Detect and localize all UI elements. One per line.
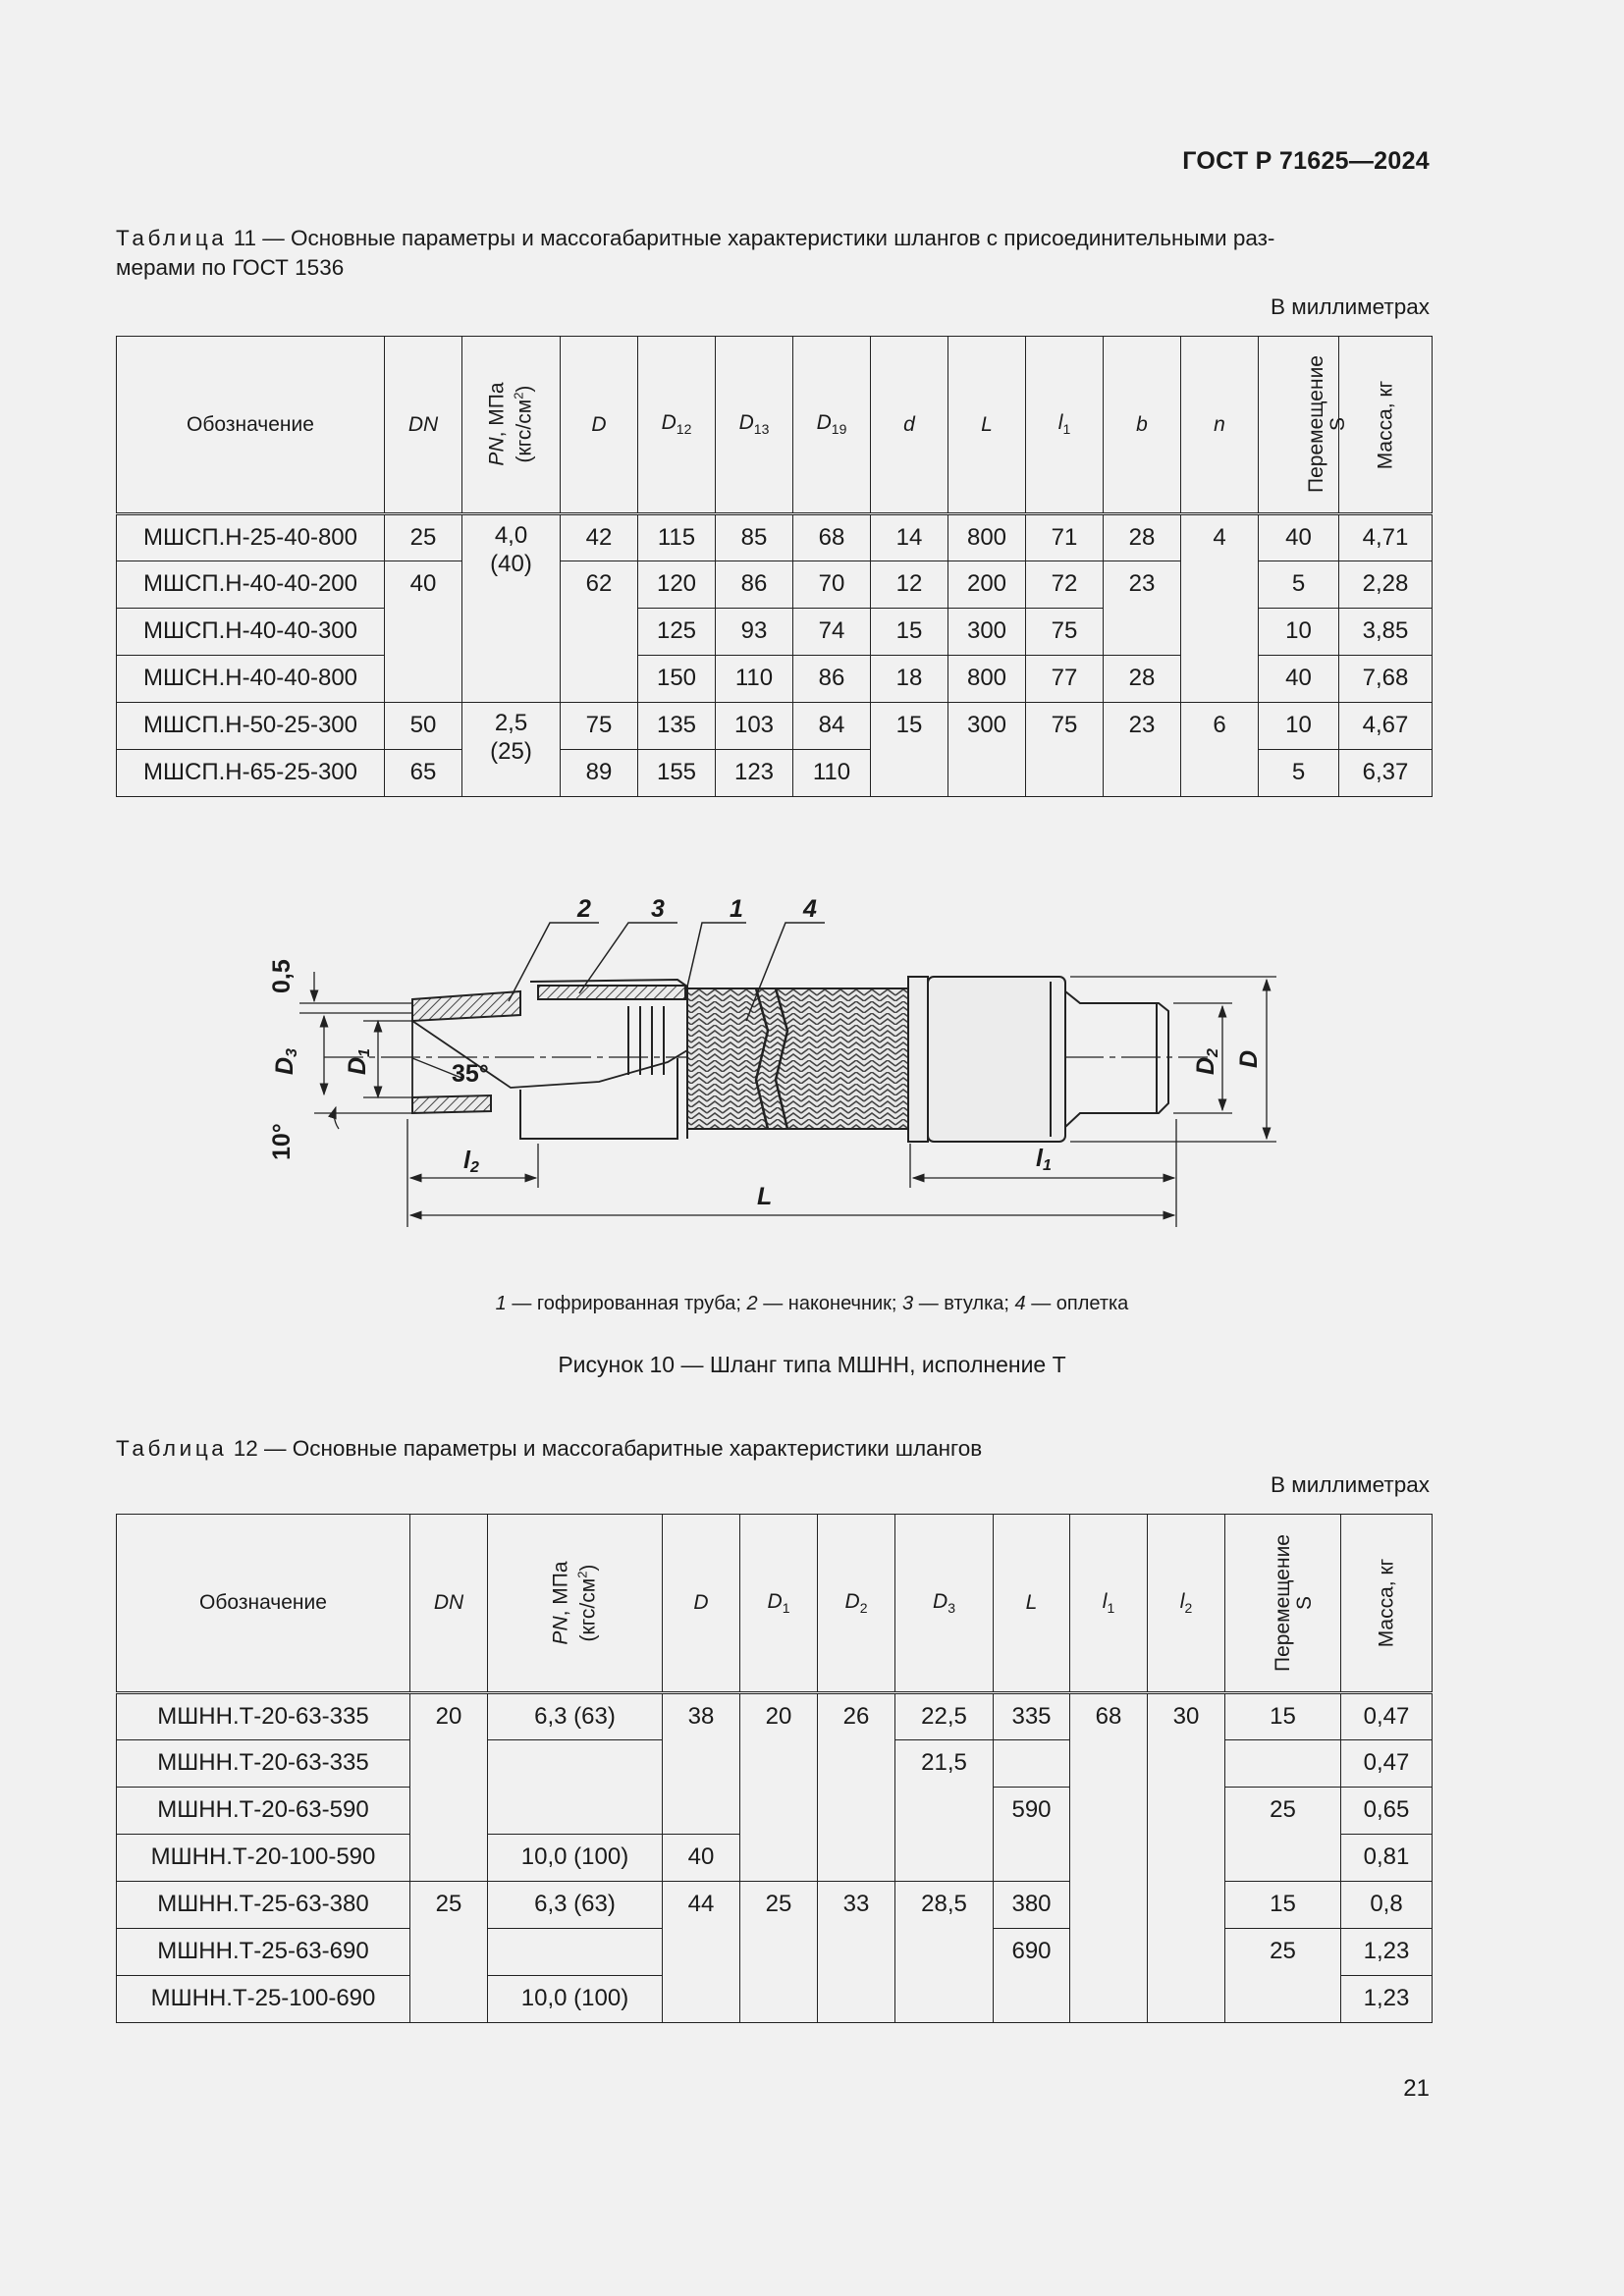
callout-4: 4	[803, 895, 817, 923]
table11-units: В миллиметрах	[1271, 294, 1430, 319]
dim-d2: D2	[1192, 1048, 1221, 1075]
table12-units: В миллиметрах	[1271, 1472, 1430, 1497]
table-row: МШСП.Н-40-40-300 125 93 74 15 300 75 10 3,85	[117, 609, 1433, 656]
col-d13: $D_{13}$	[716, 337, 793, 514]
dim-D: D	[1235, 1049, 1263, 1068]
table12-caption-word: Таблица	[116, 1436, 228, 1461]
figure-legend: 1 — гофрированная труба; 2 — наконечник; 3 — втулка; 4 — оплетка	[495, 1293, 1129, 1314]
col-designation: Обозначение	[117, 337, 385, 514]
col-move: Перемещение S	[1259, 337, 1339, 514]
col-pn: PN, МПа $(кгс/см^2)$	[488, 1515, 663, 1693]
col-mass: Масса, кг	[1341, 1515, 1433, 1693]
col-n: n	[1181, 337, 1259, 514]
col-d19: $D_{19}$	[793, 337, 871, 514]
col-designation: Обозначение	[117, 1515, 410, 1693]
dim-10: 10°	[268, 1123, 296, 1160]
col-dn: DN	[410, 1515, 488, 1693]
dim-l2: l2	[463, 1147, 479, 1176]
col-L: L	[994, 1515, 1070, 1693]
col-move: Перемещение S	[1225, 1515, 1341, 1693]
table11-caption-text: 11 — Основные параметры и массогабаритные характеристики шлангов с присоединительными раз-	[233, 226, 1275, 250]
col-pn: PN, МПа $(кгс/см^2)$	[462, 337, 561, 514]
callout-2: 2	[577, 895, 591, 923]
table-row: МШСП.Н-65-25-300 65 89 155 123 110 5 6,37	[117, 750, 1433, 797]
callout-3: 3	[651, 895, 665, 923]
dim-d3: D3	[271, 1048, 300, 1075]
col-b: b	[1104, 337, 1181, 514]
table-row: МШНН.Т-25-100-690 10,0 (100) 1,23	[117, 1976, 1433, 2023]
table11	[116, 336, 1433, 797]
table-row: МШНН.Т-25-63-690 690 25 1,23	[117, 1929, 1433, 1976]
callout-1: 1	[730, 895, 743, 923]
col-l1: $l_1$	[1070, 1515, 1148, 1693]
table11-caption-word: Таблица	[116, 226, 228, 250]
table12	[116, 1514, 1433, 2023]
table-row: МШНН.Т-20-63-335 20 6,3 (63) 38 20 26 22,5 335 68 30 15 0,47	[117, 1693, 1433, 1740]
col-l2: $l_2$	[1148, 1515, 1225, 1693]
document-id: ГОСТ Р 71625—2024	[1182, 147, 1430, 175]
dim-05: 0,5	[268, 959, 296, 993]
table-row: МШСН.Н-40-40-800 150 110 86 18 800 77 28 40 7,68	[117, 656, 1433, 703]
table-row: МШСП.Н-50-25-300 50 2,5 (25) 75 135 103 84 15 300 75 23 6 10 4,67	[117, 703, 1433, 750]
table12-caption-text: 12 — Основные параметры и массогабаритные характеристики шлангов	[233, 1436, 983, 1461]
dim-35: 35°	[452, 1060, 489, 1088]
table11-caption-text2: мерами по ГОСТ 1536	[116, 255, 345, 280]
col-l1: $l_1$	[1026, 337, 1104, 514]
table-row: МШСП.Н-25-40-800 25 4,0 (40) 42 115 85 68 14 800 71 28 4 40 4,71	[117, 514, 1433, 561]
dim-d1: D1	[344, 1048, 373, 1075]
table-row: МШСП.Н-40-40-200 40 62 120 86 70 12 200 72 23 5 2,28	[117, 561, 1433, 609]
table-row: МШНН.Т-20-100-590 10,0 (100) 40 0,81	[117, 1835, 1433, 1882]
hose-drawing	[0, 864, 1624, 1256]
col-dn: DN	[385, 337, 462, 514]
col-L: L	[948, 337, 1026, 514]
col-mass: Масса, кг	[1339, 337, 1433, 514]
dim-L: L	[757, 1183, 773, 1210]
col-d3: $D_3$	[895, 1515, 994, 1693]
col-d12: $D_{12}$	[638, 337, 716, 514]
table-row: МШНН.Т-20-63-590 590 25 0,65	[117, 1788, 1433, 1835]
col-d2: $D_2$	[818, 1515, 895, 1693]
col-d: D	[663, 1515, 740, 1693]
page-number: 21	[1403, 2075, 1430, 2102]
col-d1: $D_1$	[740, 1515, 818, 1693]
table11-caption	[116, 224, 1274, 283]
dim-l1: l1	[1036, 1145, 1052, 1174]
table-row: МШНН.Т-25-63-380 25 6,3 (63) 44 25 33 28,5 380 15 0,8	[117, 1882, 1433, 1929]
table12-caption	[116, 1434, 982, 1464]
table-row: МШНН.Т-20-63-335 21,5 0,47	[117, 1740, 1433, 1788]
col-small-d: d	[871, 337, 948, 514]
col-d: D	[561, 337, 638, 514]
figure-title: Рисунок 10 — Шланг типа МШНН, исполнение Т	[558, 1352, 1066, 1377]
